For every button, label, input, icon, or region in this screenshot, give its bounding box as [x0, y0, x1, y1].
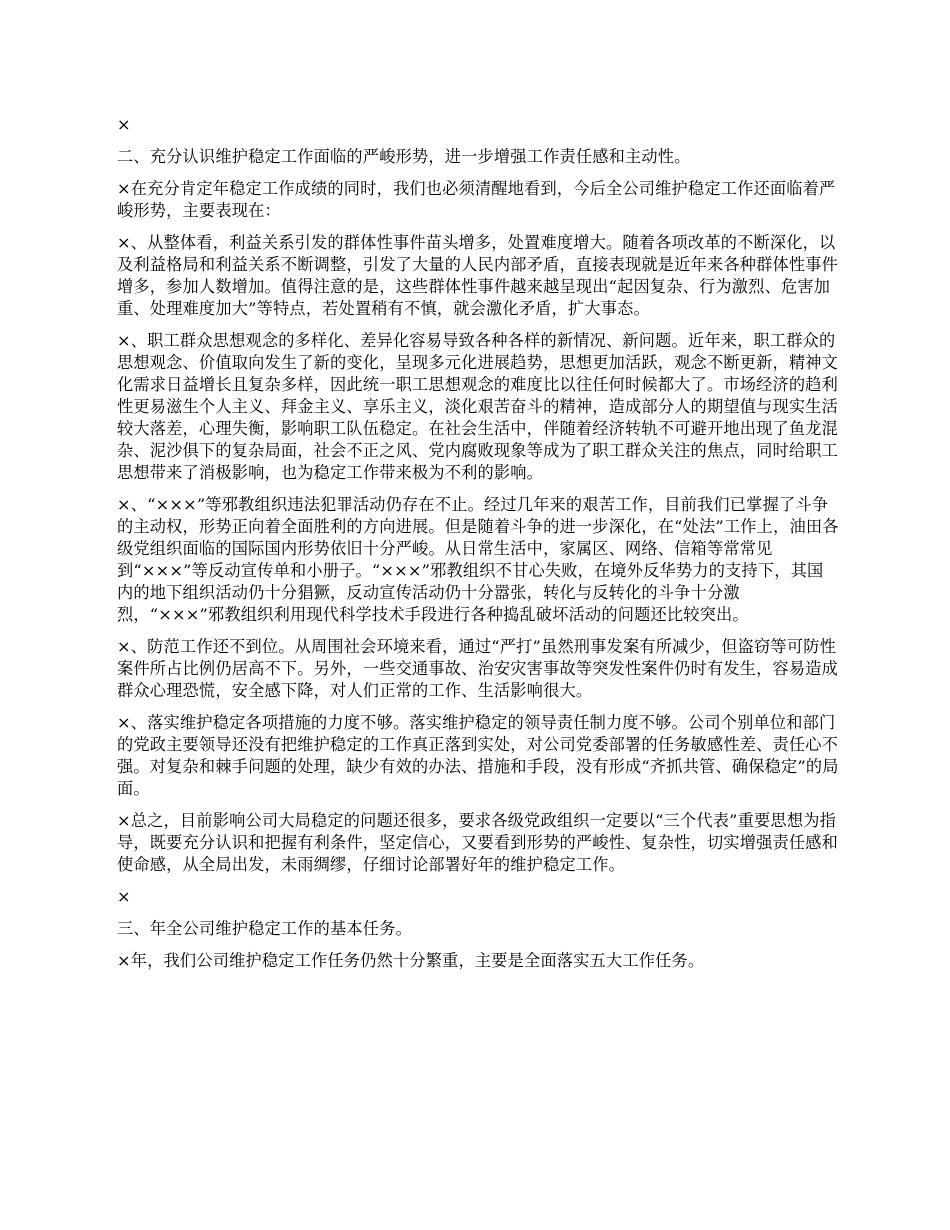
paragraph-ideology: ×、职工群众思想观念的多样化、差异化容易导致各种各样的新情况、新问题。近年来，职工群众的思想观念、价值取向发生了新的变化，呈现多元化进展趋势，思想更加活跃，观念不断更新，精神文化需求日益增长且复杂多样，因此统一职工思想观念的难度比以往任何时候都大了。市场经济的趋利性更易滋生个人主义、拜金主义、享乐主义，淡化艰苦奋斗的精神，造成部分人的期望值与现实生活较大落差，心理失衡，影响职工队伍稳定。在社会生活中，伴随着经济转轨不可避开地出现了鱼龙混杂、泥沙俱下的复杂局面，社会不正之风、党内腐败现象等成为了职工群众关注的焦点，同时给职工思想带来了消极影响，也为稳定工作带来极为不利的影响。: [117, 331, 839, 482]
paragraph-group-incidents: ×、从整体看，利益关系引发的群体性事件苗头增多，处置难度增大。随着各项改革的不断深化，以及利益格局和利益关系不断调整，引发了大量的人民内部矛盾，直接表现就是近年来各种群体性事件增多，参加人数增加。值得注意的是，这些群体性事件越来越呈现出“起因复杂、行为激烈、危害加重、处理难度加大”等特点，若处置稍有不慎，就会激化矛盾，扩大事态。: [117, 233, 839, 318]
paragraph-implementation: ×、落实维护稳定各项措施的力度不够。落实维护稳定的领导责任制力度不够。公司个别单位和部门的党政主要领导还没有把维护稳定的工作真正落到实处，对公司党委部署的任务敏感性差、责任心不强。对复杂和棘手问题的处理，缺少有效的办法、措施和手段，没有形成“齐抓共管、确保稳定”的局面。: [117, 713, 839, 798]
paragraph-prevention: ×、防范工作还不到位。从周围社会环境来看，通过“严打”虽然刑事发案有所减少，但盗窃等可防性案件所占比例仍居高不下。另外，一些交通事故、治安灾害事故等突发性案件仍时有发生，容易造成群众心理恐慌，安全感下降，对人们正常的工作、生活影响很大。: [117, 637, 839, 700]
section-heading-two: 二、充分认识维护稳定工作面临的严峻形势，进一步增强工作责任感和主动性。: [117, 147, 691, 166]
paragraph-tasks: ×年，我们公司维护稳定工作任务仍然十分繁重，主要是全面落实五大工作任务。: [117, 951, 705, 970]
paragraph-mark: ×: [117, 115, 131, 134]
paragraph-summary: ×总之，目前影响公司大局稳定的问题还很多，要求各级党政组织一定要以“三个代表”重要思想为指导，既要充分认识和把握有利条件，坚定信心，又要看到形势的严峻性、复杂性，切实增强责任感和使命感，从全局出发，未雨绸缪，仔细讨论部署好年的维护稳定工作。: [117, 811, 839, 874]
section-heading-three: 三、年全公司维护稳定工作的基本任务。: [117, 919, 412, 938]
document-page: [117, 114, 839, 982]
paragraph-cult-activities: ×、“×××”等邪教组织违法犯罪活动仍存在不止。经过几年来的艰苦工作，目前我们已掌握了斗争的主动权，形势正向着全面胜利的方向进展。但是随着斗争的进一步深化，在“处法”工作上，油田各级党组织面临的国际国内形势依旧十分严峻。从日常生活中，家属区、网络、信箱等常常见到“×××”等反动宣传单和小册子。“×××”邪教组织不甘心失败，在境外反华势力的支持下，其国内的地下组织活动仍十分猖獗，反动宣传活动仍十分嚣张，转化与反转化的斗争十分激烈，“×××”邪教组织利用现代科学技术手段进行各种捣乱破坏活动的问题还比较突出。: [117, 495, 839, 624]
paragraph-intro: ×在充分肯定年稳定工作成绩的同时，我们也必须清醒地看到，今后全公司维护稳定工作还面临着严峻形势，主要表现在：: [117, 179, 836, 220]
paragraph-mark: ×: [117, 887, 131, 906]
